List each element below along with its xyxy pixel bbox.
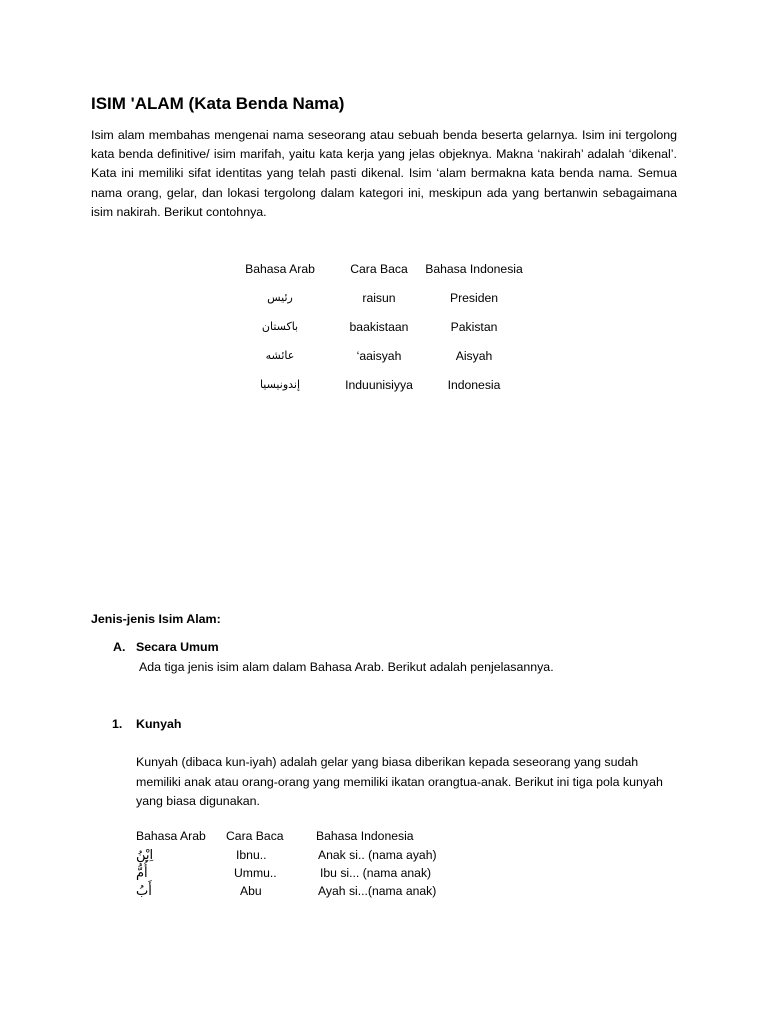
reading-cell: baakistaan	[349, 320, 409, 334]
reading-cell: raisun	[362, 291, 396, 305]
reading-cell: Induunisiyya	[345, 378, 413, 392]
page-title: ISIM 'ALAM (Kata Benda Nama)	[91, 94, 345, 113]
arabic-cell: باكستان	[261, 320, 299, 333]
intro-paragraph: Isim alam membahas mengenai nama seseorang atau sebuah benda beserta gelarnya. Isim ini tergolong kata benda definitive/ isim marifah, yaitu kata kerja yang jelas objeknya. Makna ‘nakirah’ adalah ‘dikenal’. Kata ini memiliki sifat identitas yang telah pasti dikenal. Isim ‘alam bermakna kata benda nama. Semua nama orang, gelar, dan lokasi tergolong dalam kategori ini, meskipun ada yang bertanwin sebagaimana isim nakirah. Berikut contohnya.	[91, 128, 677, 219]
list-marker: 1.	[112, 717, 123, 731]
arabic-cell: أُمُّ	[136, 866, 148, 881]
subsection-title: Secara Umum	[136, 640, 219, 654]
indonesian-cell: Ayah si...(nama anak)	[318, 884, 437, 898]
indonesian-cell: Indonesia	[447, 378, 501, 392]
arabic-cell: أَبُ	[136, 884, 152, 899]
indonesian-cell: Aisyah	[455, 349, 493, 363]
subsection-text: Ada tiga jenis isim alam dalam Bahasa Arab. Berikut adalah penjelasannya.	[139, 660, 554, 674]
reading-cell: Ummu..	[234, 866, 277, 880]
table-row	[0, 378, 768, 396]
arabic-cell: رئيس	[267, 291, 293, 304]
table-row	[0, 320, 768, 338]
table-row	[0, 291, 768, 309]
column-header: Cara Baca	[226, 829, 284, 843]
table-row	[0, 349, 768, 367]
column-header: Cara Baca	[350, 262, 408, 276]
table-row	[0, 884, 768, 902]
reading-cell: Abu	[240, 884, 262, 898]
indonesian-cell: Anak si.. (nama ayah)	[318, 848, 437, 862]
column-header: Bahasa Indonesia	[316, 829, 414, 843]
reading-cell: Ibnu..	[236, 848, 267, 862]
indonesian-cell: Presiden	[449, 291, 499, 305]
table-row	[0, 866, 768, 884]
column-header: Bahasa Indonesia	[425, 262, 523, 276]
table-header-row	[0, 262, 768, 280]
table-header-row	[0, 829, 768, 847]
arabic-cell: اِبْنُ	[136, 848, 154, 863]
list-marker: A.	[113, 640, 126, 654]
indonesian-cell: Ibu si... (nama anak)	[320, 866, 432, 880]
arabic-cell: عائشه	[265, 349, 295, 362]
arabic-cell: إندونيسيا	[259, 378, 301, 391]
column-header: Bahasa Arab	[245, 262, 315, 276]
subsection-title: Kunyah	[136, 717, 182, 731]
indonesian-cell: Pakistan	[450, 320, 498, 334]
section-heading: Jenis-jenis Isim Alam:	[91, 612, 221, 626]
column-header: Bahasa Arab	[136, 829, 206, 843]
table-row	[0, 848, 768, 866]
subsection-paragraph: Kunyah (dibaca kun-iyah) adalah gelar yang biasa diberikan kepada seseorang yang sudah memiliki anak atau orang-orang yang memiliki ikatan orangtua-anak. Berikut ini tiga pola kunyah yang biasa digunakan.	[136, 755, 663, 809]
reading-cell: ‘aaisyah	[356, 349, 402, 363]
